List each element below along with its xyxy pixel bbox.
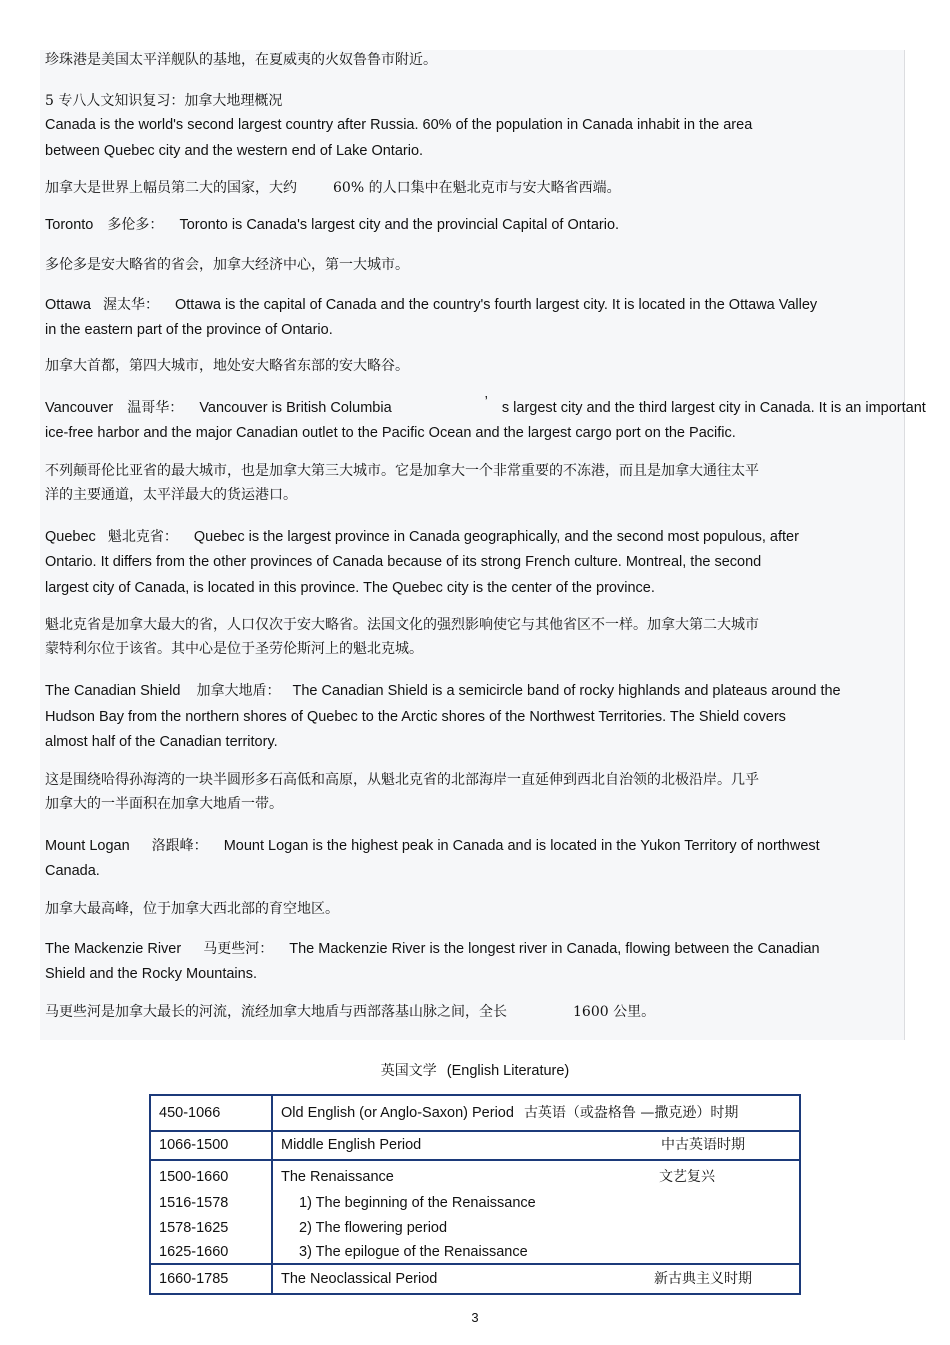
canada-zh-part-a: 加拿大是世界上幅员第二大的国家，大约 bbox=[45, 180, 297, 196]
period-name-zh: 中古英语时期 bbox=[661, 1137, 745, 1153]
shield-zh-line-2: 加拿大的一半面积在加拿大地盾一带。 bbox=[45, 795, 283, 812]
mackenzie-entry bbox=[45, 937, 945, 963]
logan-en-line-1: Mount Logan is the highest peak in Canada and is located in the Yukon Territory of northwest bbox=[223, 837, 820, 854]
section-heading: 5 专八人文知识复习：加拿大地理概况 bbox=[45, 93, 283, 109]
quebec-zh-term: 魁北克省： bbox=[107, 528, 178, 545]
vancouver-apostrophe: ’ bbox=[484, 393, 488, 410]
subperiod-dates: 1625-1660 bbox=[159, 1244, 229, 1260]
toronto-zh-term: 多伦多： bbox=[107, 217, 164, 233]
logan-term: Mount Logan bbox=[45, 837, 130, 854]
shield-en-line-2: Hudson Bay from the northern shores of Quebec to the Arctic shores of the Northwest Territories. The Shield covers bbox=[45, 708, 786, 725]
logan-zh-term: 洛跟峰： bbox=[151, 837, 208, 854]
period-dates: 1660-1785 bbox=[159, 1271, 229, 1287]
canada-en-line-2: between Quebec city and the western end of Lake Ontario. bbox=[45, 142, 424, 159]
document-body bbox=[45, 48, 945, 1024]
period-dates: 1066-1500 bbox=[159, 1137, 229, 1153]
period-name: Old English (or Anglo-Saxon) Period bbox=[281, 1105, 514, 1121]
shield-en-line-3: almost half of the Canadian territory. bbox=[45, 734, 278, 750]
mackenzie-en-line-2: Shield and the Rocky Mountains. bbox=[45, 966, 257, 982]
subperiod-name: 1) The beginning of the Renaissance bbox=[299, 1195, 536, 1211]
vancouver-en-part-a: Vancouver is British Columbia bbox=[199, 399, 392, 416]
quebec-term: Quebec bbox=[45, 528, 96, 545]
shield-entry bbox=[45, 679, 945, 705]
period-name-zh: 古英语（或盎格鲁 —撒克逊）时期 bbox=[523, 1105, 739, 1121]
intro-paragraph: 珍珠港是美国太平洋舰队的基地，在夏威夷的火奴鲁鲁市附近。 bbox=[45, 52, 437, 68]
logan-entry bbox=[45, 834, 945, 860]
quebec-zh-line-2: 蒙特利尔位于该省。其中心是位于圣劳伦斯河上的魁北克城。 bbox=[45, 641, 423, 657]
subperiod-dates: 1578-1625 bbox=[159, 1220, 229, 1236]
vancouver-zh-line-2: 洋的主要通道，太平洋最大的货运港口。 bbox=[45, 486, 297, 503]
vancouver-entry bbox=[45, 393, 945, 422]
table-row bbox=[150, 1264, 800, 1294]
mackenzie-en-line-1: The Mackenzie River is the longest river in Canada, flowing between the Canadian bbox=[289, 940, 820, 957]
ottawa-zh: 加拿大首都，第四大城市，地处安大略省东部的安大略谷。 bbox=[45, 357, 409, 374]
vancouver-en-line-2: ice-free harbor and the major Canadian outlet to the Pacific Ocean and the largest cargo port on the Pacific. bbox=[45, 425, 736, 441]
mackenzie-zh-part-b: 1600 公里。 bbox=[573, 1003, 656, 1020]
toronto-zh: 多伦多是安大略省的省会，加拿大经济中心，第一大城市。 bbox=[45, 256, 409, 273]
page-number: 3 bbox=[471, 1310, 479, 1325]
literature-caption-en: (English Literature) bbox=[446, 1063, 570, 1079]
shield-zh-term: 加拿大地盾： bbox=[196, 683, 281, 699]
logan-zh: 加拿大最高峰，位于加拿大西北部的育空地区。 bbox=[45, 900, 339, 917]
vancouver-zh-term: 温哥华： bbox=[127, 399, 184, 416]
subperiod-name: 3) The epilogue of the Renaissance bbox=[299, 1244, 528, 1260]
table-row bbox=[150, 1095, 800, 1131]
canada-zh bbox=[45, 176, 945, 200]
canada-zh-part-b: 60% 的人口集中在魁北克市与安大略省西端。 bbox=[333, 180, 621, 196]
shield-zh-line-1: 这是围绕哈得孙海湾的一块半圆形多石高低和高原，从魁北克省的北部海岸一直延伸到西北自治领的北极沿岸。几乎 bbox=[45, 771, 759, 788]
vancouver-en-part-b: s largest city and the third largest city in Canada. It is an important bbox=[501, 399, 926, 416]
period-name-zh: 新古典主义时期 bbox=[654, 1271, 752, 1287]
mackenzie-term: The Mackenzie River bbox=[45, 940, 182, 957]
mackenzie-zh-part-a: 马更些河是加拿大最长的河流，流经加拿大地盾与西部落基山脉之间，全长 bbox=[45, 1003, 507, 1020]
canada-en-line-1: Canada is the world's second largest country after Russia. 60% of the population in Canada inhabit in the area bbox=[45, 117, 753, 133]
table-row bbox=[150, 1131, 800, 1160]
shield-en-line-1: The Canadian Shield is a semicircle band of rocky highlands and plateaus around the bbox=[292, 683, 841, 699]
subperiod-dates: 1516-1578 bbox=[159, 1195, 229, 1211]
period-name-zh: 文艺复兴 bbox=[659, 1169, 715, 1185]
logan-en-line-2: Canada. bbox=[45, 863, 100, 879]
ottawa-en-line-2: in the eastern part of the province of Ontario. bbox=[45, 322, 333, 338]
period-dates: 1500-1660 bbox=[159, 1169, 229, 1185]
ottawa-entry bbox=[45, 293, 945, 319]
ottawa-en-line-1: Ottawa is the capital of Canada and the country's fourth largest city. It is located in the Ottawa Valley bbox=[175, 296, 818, 313]
toronto-term: Toronto bbox=[45, 217, 94, 233]
period-name: The Renaissance bbox=[281, 1169, 394, 1185]
mackenzie-zh bbox=[45, 1000, 945, 1024]
vancouver-term: Vancouver bbox=[45, 399, 114, 416]
vancouver-zh-line-1: 不列颠哥伦比亚省的最大城市，也是加拿大第三大城市。它是加拿大一个非常重要的不冻港，而且是加拿大通往太平 bbox=[45, 462, 759, 479]
ottawa-term: Ottawa bbox=[45, 296, 91, 313]
period-name: Middle English Period bbox=[281, 1137, 422, 1153]
quebec-zh-line-1: 魁北克省是加拿大最大的省，人口仅次于安大略省。法国文化的强烈影响使它与其他省区不一样。加拿大第二大城市 bbox=[45, 617, 759, 633]
ottawa-zh-term: 渥太华： bbox=[102, 296, 159, 313]
period-dates: 450-1066 bbox=[159, 1105, 221, 1121]
literature-caption bbox=[0, 1060, 950, 1080]
period-name: The Neoclassical Period bbox=[281, 1271, 438, 1287]
quebec-en-line-3: largest city of Canada, is located in this province. The Quebec city is the center of the province. bbox=[45, 579, 655, 596]
quebec-en-line-2: Ontario. It differs from the other provinces of Canada because of its strong French culture. Montreal, the second bbox=[45, 554, 762, 570]
table-row bbox=[150, 1160, 800, 1264]
quebec-en-line-1: Quebec is the largest province in Canada geographically, and the second most populous, after bbox=[193, 528, 799, 545]
subperiod-name: 2) The flowering period bbox=[299, 1220, 448, 1236]
literature-caption-zh: 英国文学 bbox=[380, 1063, 437, 1079]
toronto-en: Toronto is Canada's largest city and the provincial Capital of Ontario. bbox=[179, 217, 620, 233]
shield-term: The Canadian Shield bbox=[45, 683, 181, 699]
literature-periods-table bbox=[149, 1094, 801, 1295]
mackenzie-zh-term: 马更些河： bbox=[203, 940, 274, 957]
quebec-entry bbox=[45, 525, 945, 551]
toronto-entry bbox=[45, 213, 945, 239]
